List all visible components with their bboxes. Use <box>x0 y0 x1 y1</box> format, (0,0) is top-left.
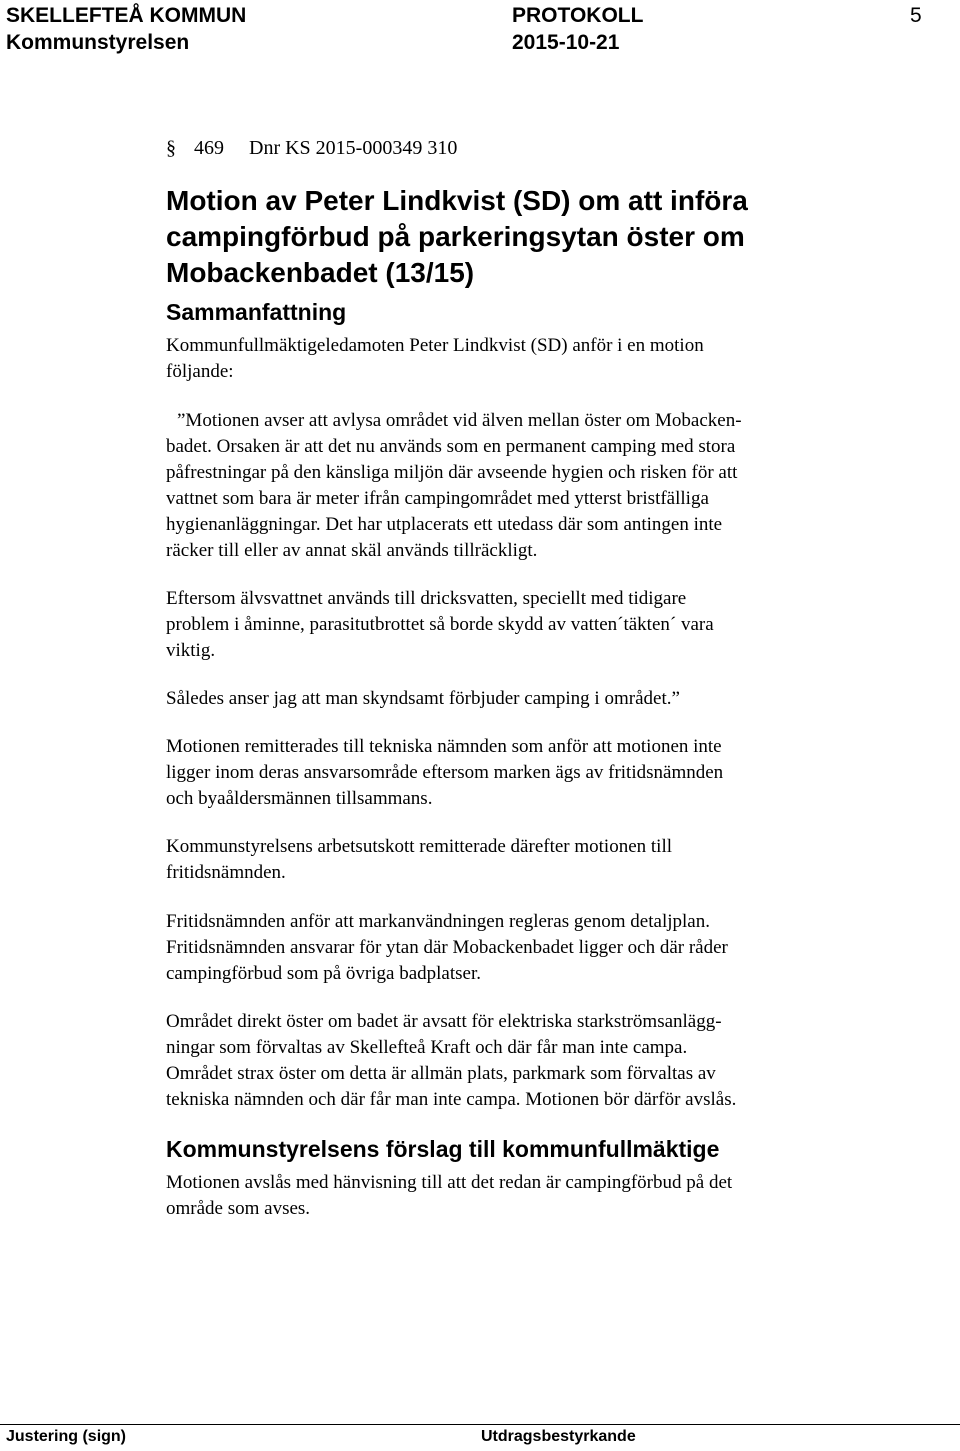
title-line: Motion av Peter Lindkvist (SD) om att införa <box>166 185 748 216</box>
paragraph-leisure <box>166 909 856 987</box>
title-line: campingförbud på parkeringsytan öster om <box>166 221 745 252</box>
case-reference <box>166 136 457 160</box>
text-line: Motionen remitterades till tekniska nämnden som anför att motionen inte <box>166 736 722 757</box>
title-line: Mobackenbadet (13/15) <box>166 257 475 288</box>
motion-quote <box>166 408 856 564</box>
text-line: vattnet som bara är meter ifrån campingområdet med ytterst bristfälliga <box>166 488 709 509</box>
paragraph-number: 469 <box>194 137 224 159</box>
page-number: 5 <box>910 4 922 27</box>
document-title <box>166 183 866 291</box>
text-line: ligger inom deras ansvarsområde eftersom marken ägs av fritidsnämnden <box>166 762 724 783</box>
text-line: ningar som förvaltas av Skellefteå Kraft och där får man inte campa. <box>166 1037 688 1058</box>
text-line: viktig. <box>166 640 216 661</box>
meeting-date: 2015-10-21 <box>512 31 620 54</box>
paragraph-referral <box>166 734 856 812</box>
text-line: Kommunstyrelsens arbetsutskott remitterade därefter motionen till <box>166 836 673 857</box>
text-line: tekniska nämnden och där får man inte campa. Motionen bör därför avslås. <box>166 1089 737 1110</box>
text-line: följande: <box>166 361 234 382</box>
text-line: Området direkt öster om badet är avsatt för elektriska starkströmsanlägg- <box>166 1011 722 1032</box>
text-line: fritidsnämnden. <box>166 862 286 883</box>
text-line: Eftersom älvsvattnet används till dricksvatten, speciellt med tidigare <box>166 588 687 609</box>
signature-label: Justering (sign) <box>6 1428 127 1445</box>
text-line: och byaåldersmännen tillsammans. <box>166 788 433 809</box>
proposal-heading: Kommunstyrelsens förslag till kommunfullmäktige <box>166 1136 720 1162</box>
board-name: Kommunstyrelsen <box>6 31 190 54</box>
municipality-name: SKELLEFTEÅ KOMMUN <box>6 4 247 27</box>
paragraph-sign: § <box>166 137 176 159</box>
text-line: hygienanläggningar. Det har utplacerats ett utedass där som antingen inte <box>166 514 723 535</box>
text-line: problem i åminne, parasitutbrottet så borde skydd av vatten´täkten´ vara <box>166 614 714 635</box>
text-line: Kommunfullmäktigeledamoten Peter Lindkvist (SD) anför i en motion <box>166 335 704 356</box>
proposal-text <box>166 1170 856 1222</box>
text-line: Området strax öster om detta är allmän plats, parkmark som förvaltas av <box>166 1063 716 1084</box>
text-line: Fritidsnämnden anför att markanvändningen regleras genom detaljplan. <box>166 911 710 932</box>
diary-number: Dnr KS 2015-000349 310 <box>249 137 458 159</box>
paragraph-ban <box>166 686 856 712</box>
text-line: badet. Orsaken är att det nu används som en permanent camping med stora <box>166 436 736 457</box>
text-line: påfrestningar på den känsliga miljön där avseende hygien och risken för att <box>166 462 738 483</box>
paragraph-water <box>166 586 856 664</box>
paragraph-committee <box>166 834 856 886</box>
text-line: Fritidsnämnden ansvarar för ytan där Mobackenbadet ligger och där råder <box>166 937 728 958</box>
text-line: ”Motionen avser att avlysa området vid älven mellan öster om Mobacken- <box>177 410 742 431</box>
footer-divider <box>0 1424 960 1425</box>
text-line: räcker till eller av annat skäl används tillräckligt. <box>166 540 538 561</box>
certification-label: Utdragsbestyrkande <box>481 1428 636 1445</box>
summary-heading: Sammanfattning <box>166 299 347 325</box>
text-line: campingförbud som på övriga badplatser. <box>166 963 482 984</box>
text-line: Motionen avslås med hänvisning till att det redan är campingförbud på det <box>166 1172 733 1193</box>
summary-intro <box>166 333 856 385</box>
document-type: PROTOKOLL <box>512 4 644 27</box>
text-line: Således anser jag att man skyndsamt förbjuder camping i området.” <box>166 688 680 709</box>
paragraph-area <box>166 1009 856 1113</box>
text-line: område som avses. <box>166 1198 311 1219</box>
